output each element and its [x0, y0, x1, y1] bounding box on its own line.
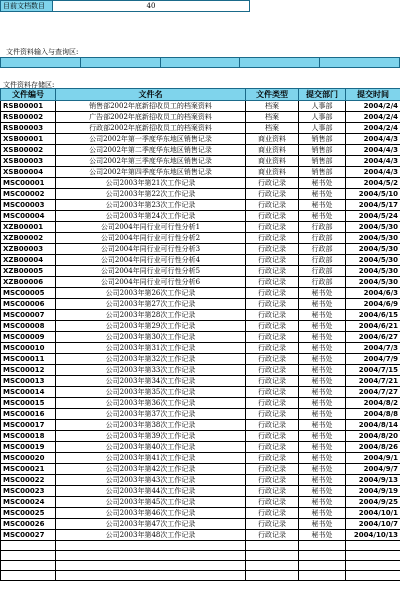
- table-row: [1, 354, 400, 365]
- cell-department[interactable]: [299, 571, 346, 581]
- cell-submit-date[interactable]: 2004/10/13: [346, 530, 400, 541]
- cell-department[interactable]: [299, 541, 346, 551]
- cell-file-type[interactable]: 档案: [246, 101, 299, 112]
- cell-file-name[interactable]: [56, 551, 246, 561]
- cell-department[interactable]: 秘书处: [299, 189, 346, 200]
- column-header-date: 提交时间: [346, 89, 400, 101]
- cell-file-name[interactable]: 公司2003年第27次工作记录: [56, 299, 246, 310]
- cell-file-name[interactable]: 公司2004年同行业可行性分析4: [56, 255, 246, 266]
- table-row: [1, 101, 400, 112]
- cell-file-name[interactable]: 公司2003年第21次工作记录: [56, 178, 246, 189]
- storage-section-label: 文件资料存储区:: [3, 81, 55, 89]
- cell-department[interactable]: [299, 561, 346, 571]
- cell-file-code[interactable]: MSC00022: [1, 475, 56, 486]
- table-row: [1, 453, 400, 464]
- cell-file-code[interactable]: MSC00024: [1, 497, 56, 508]
- cell-file-type[interactable]: 行政记录: [246, 266, 299, 277]
- cell-file-name[interactable]: 公司2003年第29次工作记录: [56, 321, 246, 332]
- cell-file-code[interactable]: XZB00003: [1, 244, 56, 255]
- cell-file-code[interactable]: MSC00023: [1, 486, 56, 497]
- cell-file-name[interactable]: 公司2003年第37次工作记录: [56, 409, 246, 420]
- cell-file-name[interactable]: 公司2003年第36次工作记录: [56, 398, 246, 409]
- table-row: [1, 277, 400, 288]
- cell-submit-date[interactable]: 2004/4/3: [346, 156, 400, 167]
- cell-department[interactable]: 秘书处: [299, 464, 346, 475]
- cell-file-code[interactable]: MSC00014: [1, 387, 56, 398]
- cell-submit-date[interactable]: 2004/7/27: [346, 387, 400, 398]
- table-row: [1, 376, 400, 387]
- cell-file-name[interactable]: [56, 571, 246, 581]
- cell-file-name[interactable]: 公司2002年第二季度华东地区销售记录: [56, 145, 246, 156]
- table-row: [1, 156, 400, 167]
- cell-department[interactable]: 人事部: [299, 112, 346, 123]
- cell-file-code[interactable]: MSC00019: [1, 442, 56, 453]
- cell-file-type[interactable]: 档案: [246, 123, 299, 134]
- cell-file-code[interactable]: MSC00015: [1, 398, 56, 409]
- cell-file-name[interactable]: 公司2003年第47次工作记录: [56, 519, 246, 530]
- table-header-row: [1, 89, 400, 101]
- cell-file-code[interactable]: XSB00003: [1, 156, 56, 167]
- cell-department[interactable]: 销售部: [299, 167, 346, 178]
- cell-file-name[interactable]: 公司2003年第24次工作记录: [56, 211, 246, 222]
- cell-submit-date[interactable]: 2004/10/7: [346, 519, 400, 530]
- query-section-label: 文件资料输入与查询区:: [6, 48, 79, 56]
- table-row: [1, 310, 400, 321]
- cell-file-name[interactable]: 公司2004年同行业可行性分析2: [56, 233, 246, 244]
- cell-file-code[interactable]: MSC00027: [1, 530, 56, 541]
- cell-department[interactable]: [299, 551, 346, 561]
- cell-department[interactable]: 秘书处: [299, 519, 346, 530]
- cell-department[interactable]: 秘书处: [299, 475, 346, 486]
- cell-department[interactable]: 秘书处: [299, 420, 346, 431]
- cell-file-code[interactable]: MSC00008: [1, 321, 56, 332]
- cell-submit-date[interactable]: 2004/7/3: [346, 343, 400, 354]
- cell-department[interactable]: 人事部: [299, 101, 346, 112]
- cell-file-type[interactable]: [246, 541, 299, 551]
- cell-file-type[interactable]: 行政记录: [246, 332, 299, 343]
- cell-file-type[interactable]: 商业资料: [246, 134, 299, 145]
- column-header-dept: 提交部门: [299, 89, 346, 101]
- cell-file-code[interactable]: XSB00004: [1, 167, 56, 178]
- table-row: [1, 134, 400, 145]
- cell-file-name[interactable]: 公司2003年第35次工作记录: [56, 387, 246, 398]
- cell-file-type[interactable]: 行政记录: [246, 288, 299, 299]
- cell-file-type[interactable]: 行政记录: [246, 189, 299, 200]
- cell-submit-date[interactable]: 2004/2/4: [346, 112, 400, 123]
- cell-file-name[interactable]: 公司2004年同行业可行性分析3: [56, 244, 246, 255]
- cell-department[interactable]: 秘书处: [299, 431, 346, 442]
- cell-submit-date[interactable]: 2004/9/19: [346, 486, 400, 497]
- cell-file-type[interactable]: 商业资料: [246, 145, 299, 156]
- cell-file-code[interactable]: MSC00003: [1, 200, 56, 211]
- cell-file-code[interactable]: MSC00020: [1, 453, 56, 464]
- cell-file-code[interactable]: [1, 571, 56, 581]
- cell-submit-date[interactable]: 2004/6/3: [346, 288, 400, 299]
- table-row: [1, 530, 400, 541]
- cell-file-code[interactable]: MSC00025: [1, 508, 56, 519]
- table-row: [1, 431, 400, 442]
- cell-file-type[interactable]: 行政记录: [246, 277, 299, 288]
- cell-department[interactable]: 秘书处: [299, 409, 346, 420]
- cell-file-name[interactable]: 公司2003年第30次工作记录: [56, 332, 246, 343]
- cell-file-type[interactable]: 行政记录: [246, 310, 299, 321]
- cell-department[interactable]: 秘书处: [299, 453, 346, 464]
- cell-department[interactable]: 秘书处: [299, 376, 346, 387]
- query-input-bar[interactable]: [0, 57, 400, 68]
- cell-submit-date[interactable]: [346, 571, 400, 581]
- cell-submit-date[interactable]: 2004/5/30: [346, 277, 400, 288]
- table-row: [1, 475, 400, 486]
- table-row: [1, 420, 400, 431]
- cell-submit-date[interactable]: 2004/8/20: [346, 431, 400, 442]
- cell-file-name[interactable]: 公司2003年第43次工作记录: [56, 475, 246, 486]
- cell-file-type[interactable]: 行政记录: [246, 365, 299, 376]
- cell-file-code[interactable]: MSC00005: [1, 288, 56, 299]
- cell-file-code[interactable]: RSB00001: [1, 101, 56, 112]
- cell-department[interactable]: 行政部: [299, 255, 346, 266]
- table-row: [1, 321, 400, 332]
- cell-file-name[interactable]: 公司2003年第42次工作记录: [56, 464, 246, 475]
- query-cell[interactable]: [160, 58, 240, 68]
- cell-file-type[interactable]: 行政记录: [246, 299, 299, 310]
- cell-submit-date[interactable]: [346, 541, 400, 551]
- cell-file-type[interactable]: 档案: [246, 112, 299, 123]
- cell-file-name[interactable]: 公司2003年第40次工作记录: [56, 442, 246, 453]
- cell-file-code[interactable]: MSC00017: [1, 420, 56, 431]
- cell-submit-date[interactable]: 2004/4/3: [346, 145, 400, 156]
- cell-file-name[interactable]: 公司2004年同行业可行性分析6: [56, 277, 246, 288]
- table-row: [1, 497, 400, 508]
- cell-file-name[interactable]: 公司2003年第38次工作记录: [56, 420, 246, 431]
- table-row: [1, 200, 400, 211]
- cell-department[interactable]: 秘书处: [299, 310, 346, 321]
- cell-file-type[interactable]: 行政记录: [246, 354, 299, 365]
- table-row: [1, 167, 400, 178]
- table-row: [1, 464, 400, 475]
- cell-file-type[interactable]: 行政记录: [246, 343, 299, 354]
- table-row: [1, 551, 400, 561]
- table-row: [1, 299, 400, 310]
- cell-file-type[interactable]: 行政记录: [246, 442, 299, 453]
- cell-department[interactable]: 秘书处: [299, 332, 346, 343]
- cell-file-code[interactable]: MSC00009: [1, 332, 56, 343]
- cell-file-name[interactable]: 广告部2002年底新招收员工的档案资料: [56, 112, 246, 123]
- cell-file-name[interactable]: [56, 541, 246, 551]
- cell-submit-date[interactable]: 2004/9/1: [346, 453, 400, 464]
- cell-department[interactable]: 秘书处: [299, 200, 346, 211]
- cell-file-type[interactable]: 行政记录: [246, 508, 299, 519]
- cell-submit-date[interactable]: 2004/9/7: [346, 464, 400, 475]
- cell-file-name[interactable]: 行政部2002年底新招收员工的档案资料: [56, 123, 246, 134]
- cell-file-code[interactable]: XZB00002: [1, 233, 56, 244]
- cell-file-type[interactable]: 行政记录: [246, 376, 299, 387]
- cell-file-type[interactable]: 行政记录: [246, 200, 299, 211]
- cell-department[interactable]: 行政部: [299, 222, 346, 233]
- cell-submit-date[interactable]: 2004/9/25: [346, 497, 400, 508]
- cell-department[interactable]: 秘书处: [299, 442, 346, 453]
- table-row: [1, 189, 400, 200]
- table-row: [1, 409, 400, 420]
- table-row: [1, 387, 400, 398]
- cell-department[interactable]: 秘书处: [299, 178, 346, 189]
- cell-file-type[interactable]: 行政记录: [246, 486, 299, 497]
- table-row: [1, 442, 400, 453]
- cell-submit-date[interactable]: 2004/8/8: [346, 409, 400, 420]
- cell-file-code[interactable]: MSC00007: [1, 310, 56, 321]
- table-row: [1, 244, 400, 255]
- cell-department[interactable]: 人事部: [299, 123, 346, 134]
- cell-file-type[interactable]: 行政记录: [246, 431, 299, 442]
- table-row: [1, 519, 400, 530]
- cell-submit-date[interactable]: 2004/5/30: [346, 222, 400, 233]
- cell-submit-date[interactable]: 2004/5/30: [346, 244, 400, 255]
- cell-submit-date[interactable]: 2004/8/26: [346, 442, 400, 453]
- cell-department[interactable]: 行政部: [299, 244, 346, 255]
- cell-department[interactable]: 秘书处: [299, 398, 346, 409]
- cell-file-code[interactable]: XSB00001: [1, 134, 56, 145]
- cell-file-name[interactable]: 公司2003年第48次工作记录: [56, 530, 246, 541]
- cell-file-code[interactable]: MSC00010: [1, 343, 56, 354]
- cell-file-type[interactable]: 行政记录: [246, 398, 299, 409]
- table-row: [1, 112, 400, 123]
- cell-submit-date[interactable]: 2004/8/2: [346, 398, 400, 409]
- cell-file-name[interactable]: 公司2003年第28次工作记录: [56, 310, 246, 321]
- cell-file-code[interactable]: RSB00002: [1, 112, 56, 123]
- cell-file-name[interactable]: 公司2003年第44次工作记录: [56, 486, 246, 497]
- cell-file-name[interactable]: 公司2003年第45次工作记录: [56, 497, 246, 508]
- cell-file-code[interactable]: MSC00016: [1, 409, 56, 420]
- cell-file-type[interactable]: [246, 571, 299, 581]
- table-row: [1, 398, 400, 409]
- cell-submit-date[interactable]: 2004/5/10: [346, 189, 400, 200]
- cell-file-type[interactable]: 行政记录: [246, 409, 299, 420]
- cell-submit-date[interactable]: 2004/6/9: [346, 299, 400, 310]
- cell-department[interactable]: 秘书处: [299, 354, 346, 365]
- cell-submit-date[interactable]: 2004/5/30: [346, 255, 400, 266]
- cell-submit-date[interactable]: 2004/9/13: [346, 475, 400, 486]
- cell-file-name[interactable]: 公司2003年第46次工作记录: [56, 508, 246, 519]
- table-row: [1, 332, 400, 343]
- table-row: [1, 541, 400, 551]
- cell-file-type[interactable]: 商业资料: [246, 156, 299, 167]
- table-row: [1, 288, 400, 299]
- cell-file-name[interactable]: 公司2003年第32次工作记录: [56, 354, 246, 365]
- cell-submit-date[interactable]: 2004/5/17: [346, 200, 400, 211]
- cell-file-code[interactable]: MSC00004: [1, 211, 56, 222]
- cell-file-code[interactable]: MSC00002: [1, 189, 56, 200]
- cell-file-type[interactable]: 行政记录: [246, 211, 299, 222]
- cell-file-name[interactable]: 公司2003年第33次工作记录: [56, 365, 246, 376]
- cell-submit-date[interactable]: 2004/10/1: [346, 508, 400, 519]
- document-count-label: 目前文档数目: [1, 1, 53, 12]
- cell-department[interactable]: 行政部: [299, 233, 346, 244]
- cell-file-type[interactable]: 行政记录: [246, 519, 299, 530]
- cell-file-name[interactable]: 公司2003年第39次工作记录: [56, 431, 246, 442]
- table-row: [1, 211, 400, 222]
- cell-file-name[interactable]: 公司2003年第26次工作记录: [56, 288, 246, 299]
- cell-department[interactable]: 秘书处: [299, 387, 346, 398]
- cell-file-name[interactable]: 公司2003年第23次工作记录: [56, 200, 246, 211]
- cell-file-code[interactable]: [1, 561, 56, 571]
- cell-file-code[interactable]: MSC00006: [1, 299, 56, 310]
- cell-submit-date[interactable]: 2004/2/4: [346, 123, 400, 134]
- table-row: [1, 508, 400, 519]
- table-row: [1, 222, 400, 233]
- cell-file-type[interactable]: 行政记录: [246, 255, 299, 266]
- cell-submit-date[interactable]: 2004/7/9: [346, 354, 400, 365]
- cell-file-name[interactable]: 公司2004年同行业可行性分析5: [56, 266, 246, 277]
- cell-submit-date[interactable]: 2004/7/21: [346, 376, 400, 387]
- column-header-code: 文件编号: [1, 89, 56, 101]
- cell-submit-date[interactable]: [346, 551, 400, 561]
- query-cell[interactable]: [320, 58, 400, 68]
- query-cell[interactable]: [1, 58, 81, 68]
- cell-department[interactable]: 秘书处: [299, 299, 346, 310]
- cell-submit-date[interactable]: [346, 561, 400, 571]
- cell-submit-date[interactable]: 2004/6/15: [346, 310, 400, 321]
- cell-file-name[interactable]: 公司2002年第四季度华东地区销售记录: [56, 167, 246, 178]
- cell-department[interactable]: 秘书处: [299, 365, 346, 376]
- cell-file-code[interactable]: XSB00002: [1, 145, 56, 156]
- cell-submit-date[interactable]: 2004/6/21: [346, 321, 400, 332]
- cell-submit-date[interactable]: 2004/5/30: [346, 266, 400, 277]
- cell-file-code[interactable]: XZB00005: [1, 266, 56, 277]
- cell-file-type[interactable]: 行政记录: [246, 321, 299, 332]
- column-header-type: 文件类型: [246, 89, 299, 101]
- cell-file-code[interactable]: RSB00003: [1, 123, 56, 134]
- cell-department[interactable]: 秘书处: [299, 486, 346, 497]
- cell-file-name[interactable]: [56, 561, 246, 571]
- cell-file-type[interactable]: 行政记录: [246, 475, 299, 486]
- cell-submit-date[interactable]: 2004/2/4: [346, 101, 400, 112]
- cell-file-type[interactable]: 商业资料: [246, 167, 299, 178]
- table-row: [1, 266, 400, 277]
- cell-file-type[interactable]: 行政记录: [246, 233, 299, 244]
- document-count-value[interactable]: 40: [53, 1, 250, 12]
- table-row: [1, 365, 400, 376]
- cell-file-name[interactable]: 公司2003年第34次工作记录: [56, 376, 246, 387]
- cell-department[interactable]: 销售部: [299, 145, 346, 156]
- cell-file-type[interactable]: 行政记录: [246, 530, 299, 541]
- cell-file-code[interactable]: [1, 551, 56, 561]
- cell-file-code[interactable]: MSC00021: [1, 464, 56, 475]
- document-storage-table: [0, 88, 400, 581]
- table-row: [1, 571, 400, 581]
- cell-department[interactable]: 行政部: [299, 277, 346, 288]
- cell-submit-date[interactable]: 2004/4/3: [346, 167, 400, 178]
- cell-submit-date[interactable]: 2004/7/15: [346, 365, 400, 376]
- cell-file-code[interactable]: MSC00026: [1, 519, 56, 530]
- cell-file-name[interactable]: 公司2002年第一季度华东地区销售记录: [56, 134, 246, 145]
- cell-department[interactable]: 秘书处: [299, 211, 346, 222]
- cell-file-type[interactable]: 行政记录: [246, 497, 299, 508]
- cell-file-code[interactable]: MSC00001: [1, 178, 56, 189]
- cell-department[interactable]: 秘书处: [299, 343, 346, 354]
- cell-department[interactable]: 秘书处: [299, 321, 346, 332]
- cell-submit-date[interactable]: 2004/5/30: [346, 233, 400, 244]
- cell-submit-date[interactable]: 2004/5/24: [346, 211, 400, 222]
- cell-department[interactable]: 行政部: [299, 266, 346, 277]
- table-row: [1, 255, 400, 266]
- cell-file-name[interactable]: 销售部2002年底新招收员工的档案资料: [56, 101, 246, 112]
- cell-department[interactable]: 秘书处: [299, 288, 346, 299]
- cell-submit-date[interactable]: 2004/8/14: [346, 420, 400, 431]
- cell-file-code[interactable]: [1, 541, 56, 551]
- cell-file-code[interactable]: MSC00018: [1, 431, 56, 442]
- cell-file-name[interactable]: 公司2003年第41次工作记录: [56, 453, 246, 464]
- cell-submit-date[interactable]: 2004/6/27: [346, 332, 400, 343]
- document-count-table: [0, 0, 250, 12]
- cell-department[interactable]: 销售部: [299, 156, 346, 167]
- cell-file-type[interactable]: 行政记录: [246, 387, 299, 398]
- cell-file-code[interactable]: XZB00004: [1, 255, 56, 266]
- cell-file-code[interactable]: XZB00001: [1, 222, 56, 233]
- cell-file-type[interactable]: 行政记录: [246, 244, 299, 255]
- cell-file-type[interactable]: 行政记录: [246, 178, 299, 189]
- table-row: [1, 486, 400, 497]
- query-cell[interactable]: [80, 58, 160, 68]
- cell-file-name[interactable]: 公司2004年同行业可行性分析1: [56, 222, 246, 233]
- table-row: [1, 561, 400, 571]
- cell-submit-date[interactable]: 2004/4/3: [346, 134, 400, 145]
- cell-file-name[interactable]: 公司2003年第22次工作记录: [56, 189, 246, 200]
- query-cell[interactable]: [240, 58, 320, 68]
- cell-file-type[interactable]: 行政记录: [246, 420, 299, 431]
- cell-department[interactable]: 销售部: [299, 134, 346, 145]
- table-row: [1, 343, 400, 354]
- table-row: [1, 145, 400, 156]
- cell-file-type[interactable]: 行政记录: [246, 453, 299, 464]
- cell-file-type[interactable]: [246, 551, 299, 561]
- table-row: [1, 123, 400, 134]
- table-row: [1, 178, 400, 189]
- cell-file-name[interactable]: 公司2003年第31次工作记录: [56, 343, 246, 354]
- cell-file-type[interactable]: 行政记录: [246, 464, 299, 475]
- cell-file-type[interactable]: 行政记录: [246, 222, 299, 233]
- cell-file-code[interactable]: XZB00006: [1, 277, 56, 288]
- cell-file-code[interactable]: MSC00011: [1, 354, 56, 365]
- table-row: [1, 233, 400, 244]
- cell-file-code[interactable]: MSC00012: [1, 365, 56, 376]
- cell-department[interactable]: 秘书处: [299, 530, 346, 541]
- cell-file-type[interactable]: [246, 561, 299, 571]
- column-header-name: 文件名: [56, 89, 246, 101]
- cell-department[interactable]: 秘书处: [299, 497, 346, 508]
- cell-file-name[interactable]: 公司2002年第三季度华东地区销售记录: [56, 156, 246, 167]
- cell-department[interactable]: 秘书处: [299, 508, 346, 519]
- cell-submit-date[interactable]: 2004/5/2: [346, 178, 400, 189]
- cell-file-code[interactable]: MSC00013: [1, 376, 56, 387]
